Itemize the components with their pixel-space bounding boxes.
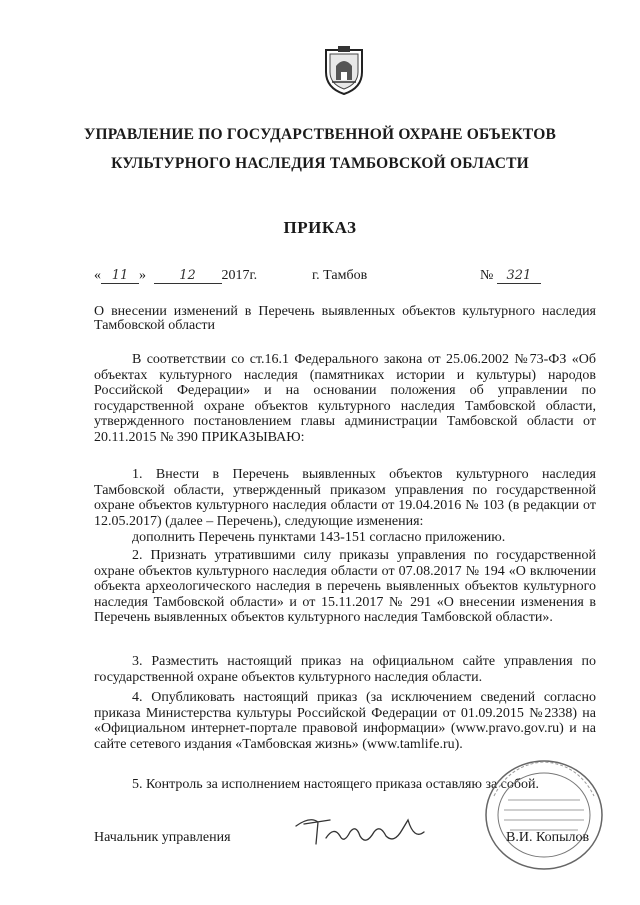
order-subject: О внесении изменений в Перечень выявленных объектов культурного наследия Тамбовской области bbox=[94, 304, 596, 333]
item-3: 3. Разместить настоящий приказ на официальном сайте управления по государственной охране объектов культурного наследия области. bbox=[94, 654, 596, 685]
order-city: г. Тамбов bbox=[312, 268, 368, 283]
number-value: 321 bbox=[506, 268, 532, 283]
date-day: 11 bbox=[111, 268, 129, 283]
item-2: 2. Признать утратившими силу приказы управления по государственной охране объектов культурного наследия области от 07.08.2017 № 194 «О включении объекта археологического наследия в перечень выявленных объектов культурного наследия Тамбовской области» и от 15.11.2017 № 291 «О внесении изменения в Перечень выявленных объектов культурного наследия Тамбовской области». bbox=[94, 548, 596, 625]
official-seal-icon bbox=[480, 756, 608, 874]
order-date bbox=[94, 268, 257, 284]
date-close-quote: » bbox=[139, 268, 146, 283]
doc-type-title: ПРИКАЗ bbox=[283, 218, 357, 237]
number-sign: № bbox=[480, 268, 494, 283]
date-year: 2017г. bbox=[221, 268, 258, 283]
item-1: 1. Внести в Перечень выявленных объектов культурного наследия Тамбовской области, утвержденный приказом управления по государственной охране объектов культурного наследия области от 19.04.2016 № 103 (в редакции от 12.05.2017) (далее – Перечень), следующие изменения: bbox=[94, 467, 596, 529]
org-name-line1: УПРАВЛЕНИЕ ПО ГОСУДАРСТВЕННОЙ ОХРАНЕ ОБЪЕКТОВ bbox=[83, 126, 557, 143]
signatory-title: Начальник управления bbox=[94, 830, 231, 845]
item-1-sub: дополнить Перечень пунктами 143-151 согласно приложению. bbox=[132, 530, 506, 545]
item-5: 5. Контроль за исполнением настоящего приказа оставляю за собой. bbox=[132, 777, 540, 792]
number-blank bbox=[497, 269, 541, 284]
date-open-quote: « bbox=[94, 268, 101, 283]
date-day-blank bbox=[101, 269, 139, 284]
order-number bbox=[480, 268, 541, 284]
signatory-name: В.И. Копылов bbox=[506, 830, 590, 845]
item-4: 4. Опубликовать настоящий приказ (за исключением сведений согласно приказа Министерства культуры Российской Федерации от 01.09.2015 №2338) на «Официальном интернет-портале правовой информации» (www.pravo.gov.ru) и на сайте сетевого издания «Тамбовская жизнь» (www.tamlife.ru). bbox=[94, 690, 596, 752]
date-month-blank bbox=[154, 269, 222, 284]
preamble: В соответствии со ст.16.1 Федерального закона от 25.06.2002 №73-ФЗ «Об объектах культурного наследия (памятниках истории и культуры) народов Российской Федерации» и на основании положения об управлении по государственной охране объектов культурного наследия Тамбовской области, утвержденного постановлением главы администрации Тамбовской области от 20.11.2015 № 390 ПРИКАЗЫВАЮ: bbox=[94, 352, 596, 445]
coat-of-arms-icon bbox=[322, 44, 366, 96]
handwritten-signature-icon bbox=[290, 810, 440, 850]
org-name-line2: КУЛЬТУРНОГО НАСЛЕДИЯ ТАМБОВСКОЙ ОБЛАСТИ bbox=[111, 155, 529, 172]
date-month: 12 bbox=[179, 268, 196, 283]
